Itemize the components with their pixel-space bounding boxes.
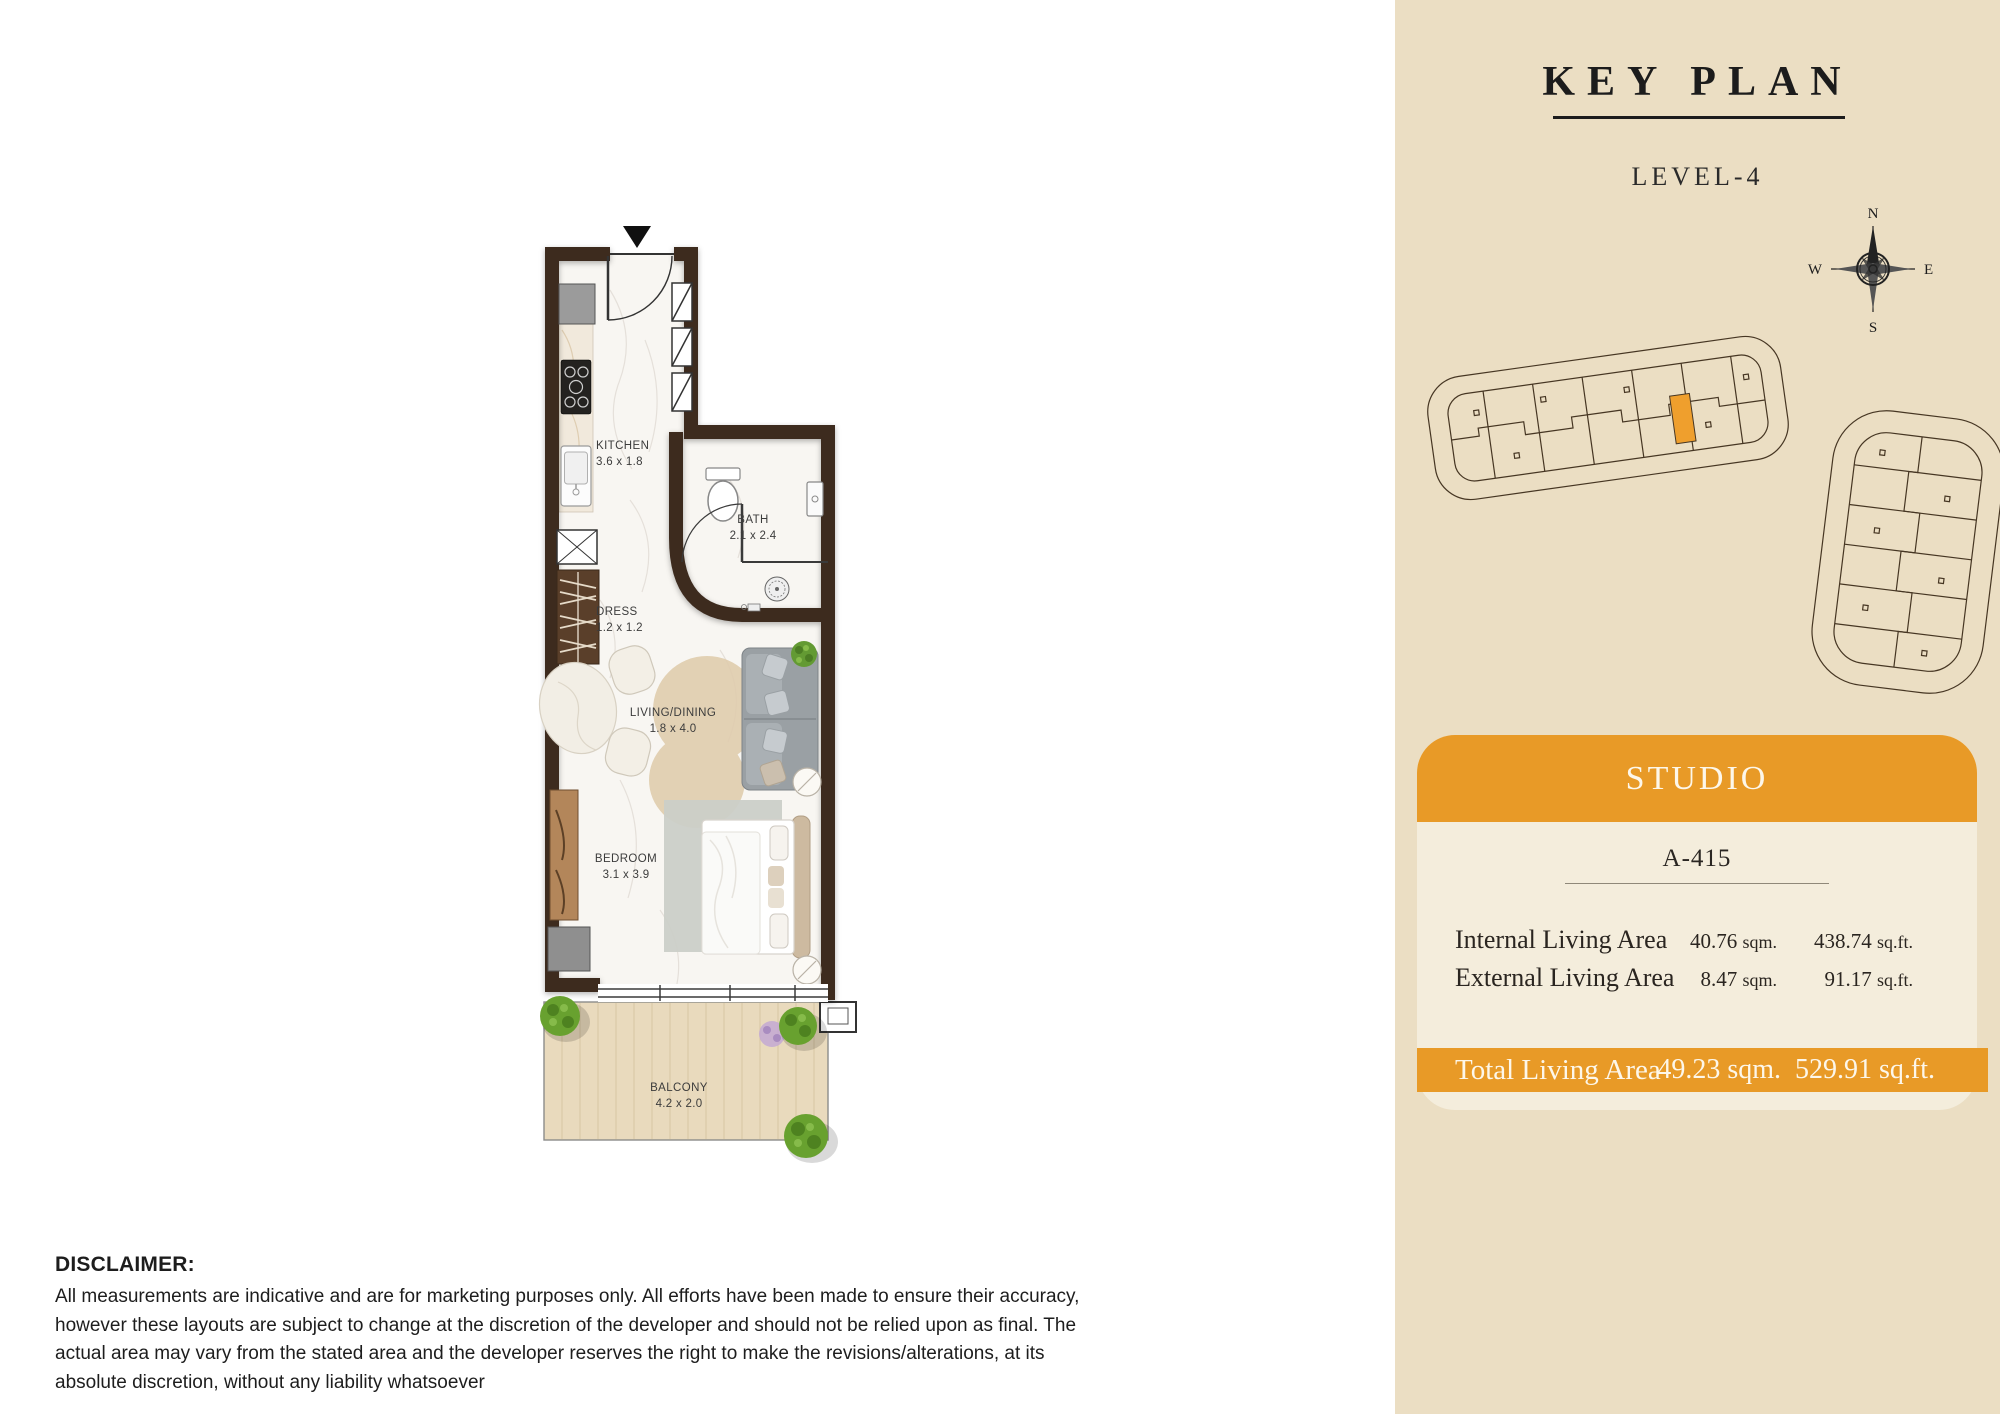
external-area-label: External Living Area	[1455, 963, 1675, 992]
internal-area-sqm: 40.76 sqm.	[1689, 929, 1777, 953]
external-area-row	[1417, 963, 1977, 993]
service-shaft-bottom	[548, 927, 590, 971]
bed-icon	[702, 816, 810, 958]
disclaimer-body: All measurements are indicative and are for marketing purposes only. All efforts have been made to ensure their accuracy, however these layouts are subject to change at the discretion of the developer and should not be relied upon as final. The actual area may vary from the stated area and the developer reserves the right to make the revisions/alterations, at its absolute discretion, without any liability whatsoever	[55, 1286, 1080, 1393]
compass-icon	[1808, 206, 1933, 336]
living-dims: 1.8 x 4.0	[649, 723, 697, 735]
key-plan-graphics	[1395, 0, 2000, 1414]
key-plan-building-1	[1423, 332, 1793, 504]
external-area-sqm: 8.47 sqm.	[1700, 967, 1777, 991]
compass-e: E	[1924, 262, 1934, 278]
bedroom-wardrobe-icon	[550, 790, 578, 920]
living-label: LIVING/DINING	[629, 707, 717, 719]
unit-info-card	[1417, 735, 1977, 1110]
floor-plan	[420, 170, 900, 1220]
balcony-dims: 4.2 x 2.0	[655, 1098, 703, 1110]
unit-number-underline	[1565, 883, 1829, 884]
internal-area-sqft: 438.74 sq.ft.	[1814, 929, 1913, 953]
bedroom-dims: 3.1 x 3.9	[602, 869, 650, 881]
external-area-sqft: 91.17 sq.ft.	[1824, 967, 1913, 991]
compass-s: S	[1868, 320, 1878, 336]
living-plant-icon	[791, 641, 817, 667]
kitchen-label: KITCHEN	[596, 440, 650, 452]
unit-type-header	[1417, 735, 1977, 822]
total-area-bar	[1417, 1048, 1988, 1092]
dress-dims: 1.2 x 1.2	[596, 622, 643, 634]
internal-area-label: Internal Living Area	[1455, 925, 1668, 954]
compass-n: N	[1867, 206, 1879, 222]
internal-area-row	[1417, 925, 1977, 955]
shower-drain-icon	[765, 577, 789, 601]
dress-label: DRESS	[596, 606, 638, 618]
unit-type-label: STUDIO	[1625, 759, 1769, 797]
key-plan-panel	[1395, 0, 2000, 1414]
bath-dims: 2.1 x 2.4	[729, 530, 777, 542]
dress-wardrobe-icon	[557, 570, 599, 664]
key-plan-building-2	[1806, 405, 2000, 700]
bedroom-label: BEDROOM	[594, 853, 658, 865]
key-plan-title: KEY PLAN	[1542, 59, 1853, 105]
disclaimer-heading: DISCLAIMER:	[55, 1253, 195, 1276]
kitchen-dims: 3.6 x 1.8	[596, 456, 643, 468]
kitchen-sink-icon	[561, 446, 591, 506]
bath-label: BATH	[737, 514, 769, 526]
compass-w: W	[1807, 262, 1822, 278]
level-label: LEVEL-4	[1631, 162, 1764, 191]
stove-icon	[561, 360, 591, 414]
entry-marker-icon	[623, 226, 651, 248]
balcony-label: BALCONY	[650, 1082, 708, 1094]
bath-sink-icon	[807, 482, 823, 516]
wall-niches	[672, 283, 692, 411]
service-shaft-top	[559, 284, 595, 324]
washer-icon	[557, 530, 597, 564]
sliding-door	[598, 984, 828, 1002]
disclaimer	[55, 1253, 1090, 1397]
total-area-label: Total Living Area	[1455, 1053, 1661, 1086]
unit-number: A-415	[1662, 845, 1732, 872]
total-area-values: 49.23 sqm. 529.91 sq.ft.	[1657, 1054, 1935, 1085]
